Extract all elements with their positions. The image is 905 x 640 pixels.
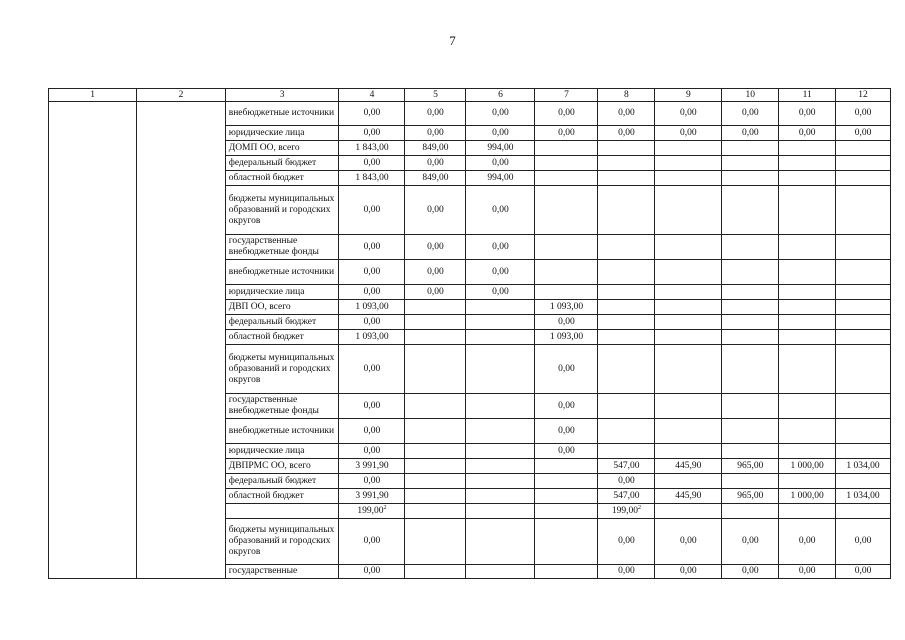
value-cell: 1 093,00 [535,330,598,345]
value-cell: 0,00 [722,519,779,565]
value-cell: 0,00 [655,126,722,141]
value-cell: 1 843,00 [339,171,405,186]
value-cell: 0,00 [339,519,405,565]
value-cell: 0,00 [339,260,405,285]
value-cell: 0,00 [339,474,405,489]
value-cell: 199,00$^2$ [598,504,655,519]
value-cell: 445,90 [655,459,722,474]
value-cell [836,330,891,345]
value-cell [779,285,836,300]
value-cell [655,330,722,345]
value-cell [836,474,891,489]
value-cell [779,330,836,345]
value-cell [779,141,836,156]
value-cell: 0,00 [339,186,405,235]
row-label: бюджеты муниципальных образований и городских округов [225,345,339,394]
value-cell [655,394,722,419]
value-cell: 965,00 [722,459,779,474]
table-body [49,102,891,579]
row-label: государственные [225,565,339,579]
value-cell [535,171,598,186]
row-label: областной бюджет [225,489,339,504]
value-cell [466,565,535,579]
column-header: 9 [655,89,722,102]
value-cell [655,285,722,300]
value-cell [598,141,655,156]
row-label: областной бюджет [225,171,339,186]
value-cell [466,459,535,474]
value-cell [722,235,779,260]
value-cell [655,474,722,489]
value-cell [405,315,466,330]
value-cell: 0,00 [722,102,779,126]
col1-cell [49,102,137,579]
value-cell [405,419,466,444]
value-cell: 0,00 [339,315,405,330]
value-cell [535,141,598,156]
value-cell [836,186,891,235]
value-cell [779,260,836,285]
value-cell [535,156,598,171]
column-header: 4 [339,89,405,102]
value-cell: 1 034,00 [836,489,891,504]
value-cell: 0,00 [405,186,466,235]
value-cell [655,504,722,519]
value-cell: 0,00 [598,102,655,126]
value-cell [405,444,466,459]
row-label: федеральный бюджет [225,474,339,489]
value-cell [535,565,598,579]
value-cell: 994,00 [466,171,535,186]
value-cell: 0,00 [466,126,535,141]
value-cell: 0,00 [466,186,535,235]
value-cell [405,330,466,345]
value-cell [405,459,466,474]
value-cell [836,285,891,300]
value-cell: 0,00 [598,126,655,141]
value-cell [779,315,836,330]
value-cell [779,504,836,519]
value-cell: 0,00 [535,394,598,419]
value-cell [779,186,836,235]
value-cell: 0,00 [339,126,405,141]
value-cell [598,285,655,300]
value-cell [535,519,598,565]
value-cell: 0,00 [339,565,405,579]
value-cell [722,504,779,519]
column-header: 7 [535,89,598,102]
value-cell: 0,00 [779,126,836,141]
value-cell [836,171,891,186]
column-header: 1 [49,89,137,102]
table-row [49,102,891,126]
value-cell: 445,90 [655,489,722,504]
value-cell [466,315,535,330]
value-cell [598,345,655,394]
value-cell: 0,00 [535,419,598,444]
value-cell [466,504,535,519]
value-cell [779,156,836,171]
value-cell: 0,00 [405,260,466,285]
value-cell [779,171,836,186]
row-label: юридические лица [225,444,339,459]
value-cell: 0,00 [339,444,405,459]
value-cell: 0,00 [535,102,598,126]
value-cell: 1 000,00 [779,459,836,474]
value-cell [722,156,779,171]
value-cell [836,260,891,285]
value-cell: 0,00 [339,345,405,394]
column-header: 8 [598,89,655,102]
row-label: внебюджетные источники [225,102,339,126]
value-cell [598,444,655,459]
value-cell: 0,00 [836,102,891,126]
value-cell: 0,00 [339,419,405,444]
value-cell: 0,00 [405,235,466,260]
value-cell: 0,00 [598,519,655,565]
value-cell: 0,00 [836,519,891,565]
value-cell [779,419,836,444]
value-cell [655,171,722,186]
row-label: государственные внебюджетные фонды [225,235,339,260]
row-label: бюджеты муниципальных образований и городских округов [225,519,339,565]
value-cell [722,444,779,459]
value-cell [466,519,535,565]
value-cell [655,186,722,235]
column-header: 6 [466,89,535,102]
value-cell [466,474,535,489]
footnote-mark: 2 [383,504,387,511]
value-cell: 0,00 [405,126,466,141]
value-cell [405,565,466,579]
footnote-mark: 2 [637,504,641,511]
value-cell [655,419,722,444]
value-cell [836,504,891,519]
value-cell: 0,00 [405,285,466,300]
value-cell [655,300,722,315]
value-cell [466,300,535,315]
value-cell [722,171,779,186]
row-label: областной бюджет [225,330,339,345]
value-cell [535,459,598,474]
col2-cell [137,102,225,579]
row-label: юридические лица [225,126,339,141]
value-cell [598,186,655,235]
value-cell: 0,00 [466,235,535,260]
value-cell [836,394,891,419]
value-cell [405,519,466,565]
value-cell [466,345,535,394]
value-cell [779,474,836,489]
row-label: юридические лица [225,285,339,300]
row-label: ДВП ОО, всего [225,300,339,315]
row-label: государственные внебюджетные фонды [225,394,339,419]
value-cell [466,444,535,459]
value-cell: 1 034,00 [836,459,891,474]
value-cell [836,156,891,171]
value-cell [535,474,598,489]
row-label: ДОМП ОО, всего [225,141,339,156]
value-cell [779,394,836,419]
value-cell: 0,00 [405,102,466,126]
value-cell [598,171,655,186]
value-cell: 0,00 [339,102,405,126]
value-cell [535,186,598,235]
row-label: ДВПРМС ОО, всего [225,459,339,474]
page-number: 7 [449,33,456,48]
value-cell: 0,00 [655,565,722,579]
value-cell: 994,00 [466,141,535,156]
value-cell [836,235,891,260]
value-cell [655,444,722,459]
column-header: 11 [779,89,836,102]
value-cell: 0,00 [722,565,779,579]
value-cell [405,300,466,315]
value-cell [655,141,722,156]
value-cell [405,345,466,394]
row-label [225,504,339,519]
value-cell: 0,00 [598,474,655,489]
value-cell: 0,00 [466,156,535,171]
value-cell [466,394,535,419]
value-cell [722,260,779,285]
value-cell: 0,00 [779,519,836,565]
column-header: 12 [836,89,891,102]
value-cell [405,504,466,519]
value-cell [722,141,779,156]
row-label: внебюджетные источники [225,419,339,444]
value-cell: 0,00 [466,102,535,126]
value-cell: 0,00 [535,345,598,394]
row-label: бюджеты муниципальных образований и городских округов [225,186,339,235]
row-label: внебюджетные источники [225,260,339,285]
value-cell: 0,00 [655,102,722,126]
value-cell: 547,00 [598,459,655,474]
value-cell [836,315,891,330]
value-cell [722,315,779,330]
value-cell [598,156,655,171]
value-cell: 1 093,00 [535,300,598,315]
value-cell [655,260,722,285]
value-cell [535,260,598,285]
value-cell: 965,00 [722,489,779,504]
value-cell [535,489,598,504]
column-header: 10 [722,89,779,102]
value-cell [466,330,535,345]
value-cell [722,186,779,235]
value-cell: 0,00 [339,235,405,260]
value-cell [722,394,779,419]
value-cell: 0,00 [339,394,405,419]
value-cell [655,235,722,260]
value-cell [655,345,722,394]
column-header: 5 [405,89,466,102]
value-cell: 3 991,90 [339,459,405,474]
value-cell [779,235,836,260]
value-cell: 1 093,00 [339,330,405,345]
value-cell: 0,00 [722,126,779,141]
value-cell: 1 093,00 [339,300,405,315]
value-cell [535,504,598,519]
value-cell [598,235,655,260]
value-cell: 849,00 [405,171,466,186]
value-cell [598,300,655,315]
value-cell: 0,00 [598,565,655,579]
value-cell: 0,00 [339,156,405,171]
value-cell [535,285,598,300]
value-cell [598,315,655,330]
value-cell [598,394,655,419]
value-cell [836,444,891,459]
value-cell: 0,00 [535,444,598,459]
value-cell [836,419,891,444]
value-cell [779,300,836,315]
value-cell [836,345,891,394]
value-cell [655,315,722,330]
value-cell [722,345,779,394]
value-cell [405,394,466,419]
table-header [49,89,891,102]
row-label: федеральный бюджет [225,315,339,330]
value-cell: 0,00 [836,565,891,579]
value-cell [598,260,655,285]
column-header: 2 [137,89,225,102]
value-cell: 199,00$^2$ [339,504,405,519]
value-cell [466,419,535,444]
value-cell: 0,00 [779,565,836,579]
budget-table [48,88,891,579]
value-cell [598,419,655,444]
column-header: 3 [225,89,339,102]
value-cell [466,489,535,504]
value-cell [655,156,722,171]
value-cell [722,474,779,489]
value-cell [405,489,466,504]
value-cell: 0,00 [405,156,466,171]
value-cell: 0,00 [535,126,598,141]
value-cell [598,330,655,345]
value-cell: 0,00 [466,285,535,300]
value-cell [836,300,891,315]
value-cell: 547,00 [598,489,655,504]
value-cell: 0,00 [339,285,405,300]
value-cell: 3 991,90 [339,489,405,504]
value-cell [836,141,891,156]
value-cell [722,300,779,315]
value-cell [722,330,779,345]
value-cell [535,235,598,260]
row-label: федеральный бюджет [225,156,339,171]
value-cell: 849,00 [405,141,466,156]
value-cell: 0,00 [535,315,598,330]
value-cell: 0,00 [836,126,891,141]
value-cell: 0,00 [655,519,722,565]
value-cell [722,285,779,300]
value-cell: 1 843,00 [339,141,405,156]
value-cell [779,444,836,459]
value-cell: 0,00 [779,102,836,126]
value-cell [722,419,779,444]
value-cell: 0,00 [466,260,535,285]
value-cell [405,474,466,489]
value-cell: 1 000,00 [779,489,836,504]
value-cell [779,345,836,394]
